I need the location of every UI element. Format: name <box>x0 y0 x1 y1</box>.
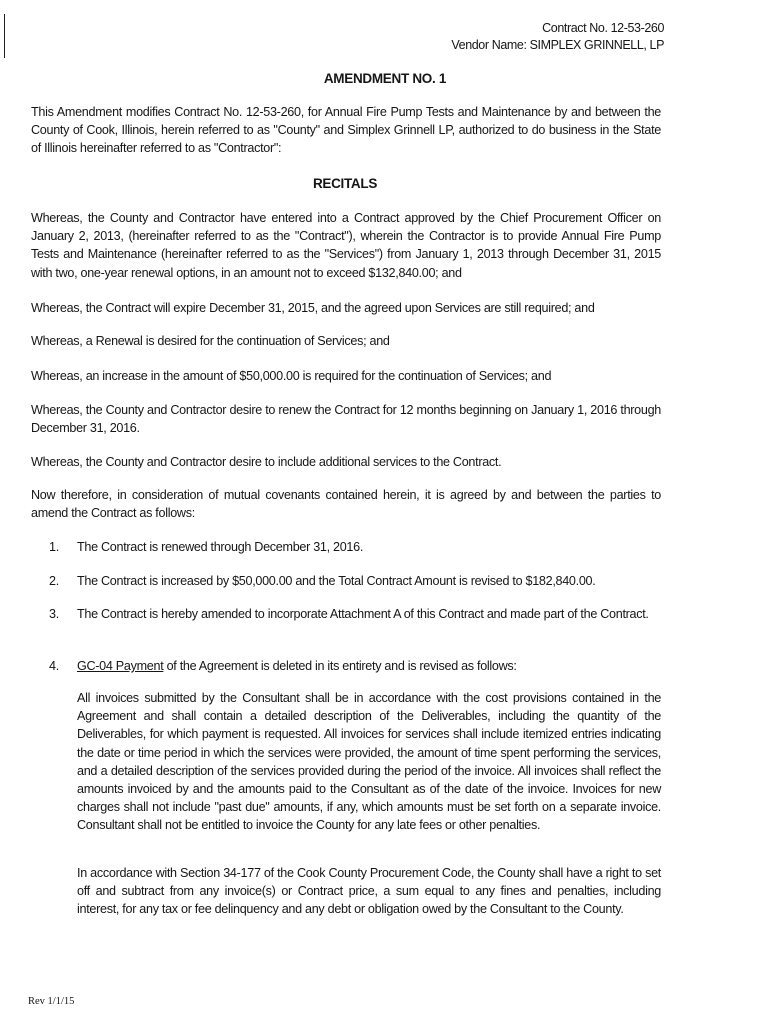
now-therefore-paragraph: Now therefore, in consideration of mutual covenants contained herein, it is agreed by and between the parties to amend the Contract as follows: <box>31 488 661 521</box>
item-text: The Contract is increased by $50,000.00 and the Total Contract Amount is revised to $182,840.00. <box>77 574 596 588</box>
scan-margin-mark <box>4 14 5 58</box>
item-number: 1. <box>49 540 59 554</box>
amendment-item <box>49 538 661 556</box>
recital-paragraph: Whereas, the County and Contractor desire to renew the Contract for 12 months beginning on January 1, 2016 through December 31, 2016. <box>31 403 661 436</box>
recital-paragraph: Whereas, a Renewal is desired for the continuation of Services; and <box>31 334 390 348</box>
item-text <box>77 657 661 675</box>
amendment-item <box>49 572 661 590</box>
vendor-name: Vendor Name: SIMPLEX GRINNELL, LP <box>451 38 664 52</box>
setoff-paragraph: In accordance with Section 34-177 of the Cook County Procurement Code, the County shall have a right to set off and subtract from any invoice(s) or Contract price, a sum equal to any fines and penalties, including interest, for any tax or fee delinquency and any debt or obligation owed by the Consultant to the County. <box>77 866 661 917</box>
gc-04-payment-reference: GC-04 Payment <box>77 659 164 673</box>
item-number: 2. <box>49 574 59 588</box>
amendment-title: AMENDMENT NO. 1 <box>323 71 447 86</box>
item-text-rest: of the Agreement is deleted in its entirety and is revised as follows: <box>163 659 517 673</box>
recital-paragraph: Whereas, the County and Contractor desire to include additional services to the Contract. <box>31 455 502 469</box>
payment-paragraph: All invoices submitted by the Consultant shall be in accordance with the cost provisions contained in the Agreement and shall contain a detailed description of the Deliverables, including the quantity of the Deliverables, for which payment is requested. All invoices for services shall include itemized entries indicating the date or time period in which the services were provided, the amount of time spent performing the services, and a detailed description of the services provided during the period of the invoice. All invoices shall reflect the amounts invoiced by and the amounts paid to the Consultant as of the date of the invoice. Invoices for new charges shall not include "past due" amounts, if any, which amounts must be set forth on a separate invoice. Consultant shall not be entitled to invoice the County for any late fees or other penalties. <box>77 691 661 833</box>
item-text: The Contract is renewed through December 31, 2016. <box>77 540 364 554</box>
amendment-item <box>49 605 661 623</box>
recital-paragraph: Whereas, an increase in the amount of $50,000.00 is required for the continuation of Services; and <box>31 369 552 383</box>
recital-paragraph: Whereas, the County and Contractor have entered into a Contract approved by the Chief Procurement Officer on January 2, 2013, (hereinafter referred to as the "Contract"), wherein the Contractor is to provide Annual Fire Pump Tests and Maintenance (hereinafter referred to as the "Services") from January 1, 2013 through December 31, 2015 with two, one-year renewal options, in an amount not to exceed $132,840.00; and <box>31 211 661 280</box>
intro-paragraph: This Amendment modifies Contract No. 12-53-260, for Annual Fire Pump Tests and Maintenance by and between the County of Cook, Illinois, herein referred to as "County" and Simplex Grinnell LP, authorized to do business in the State of Illinois hereinafter referred to as "Contractor": <box>31 105 661 156</box>
document-header <box>451 20 664 54</box>
amendment-item <box>49 657 661 675</box>
recital-paragraph: Whereas, the Contract will expire December 31, 2015, and the agreed upon Services are still required; and <box>31 301 595 315</box>
item-number: 3. <box>49 607 59 621</box>
contract-number: Contract No. 12-53-260 <box>542 21 664 35</box>
revision-footer: Rev 1/1/15 <box>28 996 75 1007</box>
item-text: The Contract is hereby amended to incorporate Attachment A of this Contract and made part of the Contract. <box>77 607 649 621</box>
recitals-heading: RECITALS <box>312 176 378 191</box>
item-number: 4. <box>49 659 59 673</box>
